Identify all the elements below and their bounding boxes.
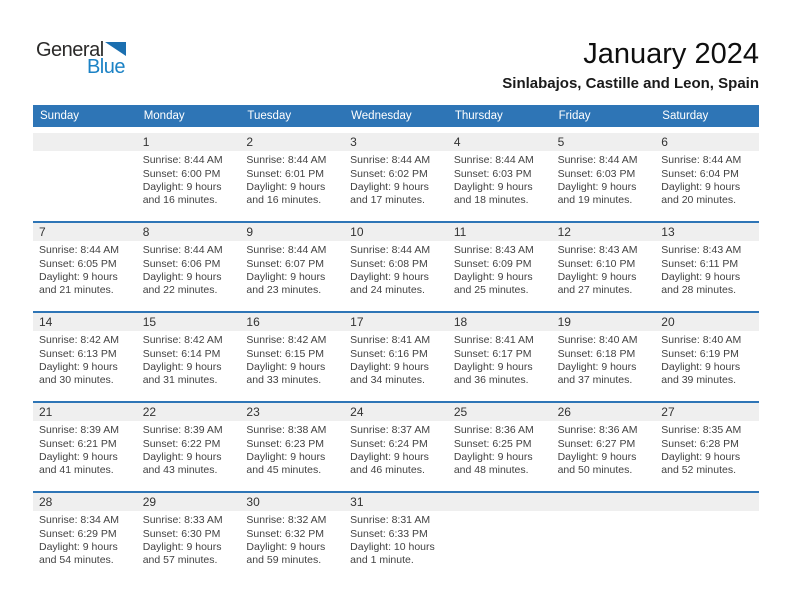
day-details [655, 151, 759, 207]
day-cell[interactable] [344, 313, 448, 401]
sunset-text: Sunset: 6:22 PM [142, 437, 221, 450]
day-number: 2 [240, 133, 344, 151]
weekday-header-wednesday: Wednesday [351, 110, 412, 122]
day-number: 8 [137, 223, 241, 241]
sunrise-text: Sunrise: 8:34 AM [39, 514, 119, 526]
sunrise-text: Sunrise: 8:44 AM [39, 244, 119, 256]
weekday-header-row [33, 105, 759, 127]
day-number: 16 [240, 313, 344, 331]
sunrise-text: Sunrise: 8:32 AM [246, 514, 327, 526]
day-details [448, 331, 552, 387]
day-details [137, 421, 241, 477]
day-details [137, 331, 241, 387]
daylight-text: Daylight: 9 hours and 19 minutes. [557, 181, 637, 206]
day-details [137, 511, 241, 567]
day-number: 7 [33, 223, 137, 241]
day-details [240, 331, 344, 387]
sunset-text: Sunset: 6:24 PM [350, 437, 428, 450]
day-details [655, 421, 759, 477]
sunset-text: Sunset: 6:04 PM [661, 167, 739, 180]
sunset-text: Sunset: 6:28 PM [661, 437, 739, 450]
day-number: 11 [448, 223, 552, 241]
daylight-text: Daylight: 9 hours and 50 minutes. [557, 451, 637, 476]
week-row [33, 133, 759, 221]
sunset-text: Sunset: 6:25 PM [453, 437, 532, 450]
calendar-table [33, 105, 759, 581]
daylight-text: Daylight: 9 hours and 28 minutes. [661, 271, 741, 296]
sunrise-text: Sunrise: 8:44 AM [661, 154, 742, 166]
daylight-text: Daylight: 9 hours and 16 minutes. [246, 181, 326, 206]
day-cell[interactable] [655, 133, 759, 221]
day-cell[interactable] [240, 493, 344, 581]
day-cell[interactable] [448, 223, 552, 311]
daylight-text: Daylight: 9 hours and 24 minutes. [350, 271, 429, 296]
daylight-text: Daylight: 10 hours and 1 minute. [350, 541, 435, 566]
sunrise-text: Sunrise: 8:39 AM [142, 424, 223, 436]
day-cell[interactable] [240, 313, 344, 401]
daylight-text: Daylight: 9 hours and 46 minutes. [350, 451, 429, 476]
day-details [552, 151, 656, 207]
day-cell[interactable] [448, 313, 552, 401]
day-number: 27 [655, 403, 759, 421]
sunset-text: Sunset: 6:13 PM [39, 347, 117, 360]
daylight-text: Daylight: 9 hours and 52 minutes. [661, 451, 741, 476]
day-cell[interactable] [240, 403, 344, 491]
sunset-text: Sunset: 6:06 PM [142, 257, 221, 270]
daylight-text: Daylight: 9 hours and 27 minutes. [557, 271, 637, 296]
sunrise-text: Sunrise: 8:44 AM [453, 154, 534, 166]
sunset-text: Sunset: 6:18 PM [557, 347, 636, 360]
day-details [655, 331, 759, 387]
sunrise-text: Sunrise: 8:37 AM [350, 424, 431, 436]
day-cell[interactable] [552, 133, 656, 221]
day-number: 22 [137, 403, 241, 421]
day-details [344, 151, 448, 207]
daylight-text: Daylight: 9 hours and 57 minutes. [142, 541, 222, 566]
sunrise-text: Sunrise: 8:44 AM [246, 154, 327, 166]
sunrise-text: Sunrise: 8:44 AM [557, 154, 638, 166]
daylight-text: Daylight: 9 hours and 21 minutes. [39, 271, 118, 296]
sunset-text: Sunset: 6:08 PM [350, 257, 428, 270]
sunrise-text: Sunrise: 8:36 AM [557, 424, 638, 436]
daylight-text: Daylight: 9 hours and 20 minutes. [661, 181, 741, 206]
day-number: 20 [655, 313, 759, 331]
day-number: 30 [240, 493, 344, 511]
day-number: 31 [344, 493, 448, 511]
day-number [448, 493, 552, 511]
sunset-text: Sunset: 6:33 PM [350, 527, 428, 540]
sunrise-text: Sunrise: 8:42 AM [142, 334, 223, 346]
sunset-text: Sunset: 6:15 PM [246, 347, 325, 360]
day-details [33, 331, 137, 387]
week-row [33, 311, 759, 401]
sunrise-text: Sunrise: 8:35 AM [661, 424, 742, 436]
day-cell[interactable] [344, 403, 448, 491]
day-details [344, 511, 448, 567]
day-cell[interactable] [344, 223, 448, 311]
empty-day-cell [552, 493, 656, 581]
daylight-text: Daylight: 9 hours and 17 minutes. [350, 181, 429, 206]
day-details [344, 241, 448, 297]
day-number: 17 [344, 313, 448, 331]
week-row [33, 491, 759, 581]
day-number: 23 [240, 403, 344, 421]
sunset-text: Sunset: 6:03 PM [453, 167, 532, 180]
weekday-header-friday: Friday [558, 110, 591, 122]
sunset-text: Sunset: 6:32 PM [246, 527, 325, 540]
sunset-text: Sunset: 6:01 PM [246, 167, 325, 180]
day-number: 14 [33, 313, 137, 331]
day-cell[interactable] [137, 133, 241, 221]
sunset-text: Sunset: 6:09 PM [453, 257, 532, 270]
empty-day-cell [655, 493, 759, 581]
sunset-text: Sunset: 6:10 PM [557, 257, 636, 270]
sunset-text: Sunset: 6:30 PM [142, 527, 221, 540]
day-details [33, 511, 137, 567]
sunrise-text: Sunrise: 8:33 AM [142, 514, 223, 526]
day-number: 4 [448, 133, 552, 151]
day-cell[interactable] [344, 133, 448, 221]
day-details [240, 241, 344, 297]
weekday-header-saturday: Saturday [662, 110, 709, 122]
sunrise-text: Sunrise: 8:44 AM [350, 244, 431, 256]
title-block [502, 38, 759, 92]
week-row [33, 221, 759, 311]
sunrise-text: Sunrise: 8:40 AM [661, 334, 742, 346]
day-number: 5 [552, 133, 656, 151]
sunset-text: Sunset: 6:00 PM [142, 167, 221, 180]
day-cell[interactable] [137, 313, 241, 401]
daylight-text: Daylight: 9 hours and 34 minutes. [350, 361, 429, 386]
day-cell[interactable] [240, 133, 344, 221]
sunset-text: Sunset: 6:29 PM [39, 527, 117, 540]
empty-day-cell [448, 493, 552, 581]
day-details [552, 421, 656, 477]
day-number: 12 [552, 223, 656, 241]
sunrise-text: Sunrise: 8:41 AM [350, 334, 431, 346]
sunrise-text: Sunrise: 8:42 AM [246, 334, 327, 346]
day-cell[interactable] [344, 493, 448, 581]
day-details [240, 421, 344, 477]
logo-text-general: General [36, 39, 104, 61]
weekday-header-sunday: Sunday [40, 110, 80, 122]
day-number [33, 133, 137, 151]
day-cell[interactable] [137, 403, 241, 491]
daylight-text: Daylight: 9 hours and 59 minutes. [246, 541, 326, 566]
weekday-header-monday: Monday [143, 110, 185, 122]
daylight-text: Daylight: 9 hours and 30 minutes. [39, 361, 118, 386]
day-number: 21 [33, 403, 137, 421]
sunset-text: Sunset: 6:27 PM [557, 437, 636, 450]
day-cell[interactable] [655, 313, 759, 401]
sunset-text: Sunset: 6:02 PM [350, 167, 428, 180]
day-cell[interactable] [552, 403, 656, 491]
day-details [448, 241, 552, 297]
sunset-text: Sunset: 6:11 PM [661, 257, 739, 270]
sunset-text: Sunset: 6:16 PM [350, 347, 428, 360]
day-cell[interactable] [655, 403, 759, 491]
day-number: 26 [552, 403, 656, 421]
week-row [33, 401, 759, 491]
day-number: 13 [655, 223, 759, 241]
day-cell[interactable] [137, 223, 241, 311]
day-cell[interactable] [33, 223, 137, 311]
day-cell[interactable] [33, 313, 137, 401]
day-cell[interactable] [655, 223, 759, 311]
day-cell[interactable] [33, 493, 137, 581]
day-cell[interactable] [137, 493, 241, 581]
day-details [33, 241, 137, 297]
sunset-text: Sunset: 6:07 PM [246, 257, 325, 270]
daylight-text: Daylight: 9 hours and 39 minutes. [661, 361, 741, 386]
day-details [552, 241, 656, 297]
day-number: 9 [240, 223, 344, 241]
daylight-text: Daylight: 9 hours and 41 minutes. [39, 451, 118, 476]
sunset-text: Sunset: 6:05 PM [39, 257, 117, 270]
sunrise-text: Sunrise: 8:39 AM [39, 424, 119, 436]
daylight-text: Daylight: 9 hours and 25 minutes. [453, 271, 533, 296]
day-number: 24 [344, 403, 448, 421]
sunrise-text: Sunrise: 8:41 AM [453, 334, 534, 346]
sunset-text: Sunset: 6:19 PM [661, 347, 739, 360]
day-details [137, 241, 241, 297]
daylight-text: Daylight: 9 hours and 36 minutes. [453, 361, 533, 386]
calendar-weeks [33, 133, 759, 581]
general-blue-logo [36, 40, 136, 77]
daylight-text: Daylight: 9 hours and 33 minutes. [246, 361, 326, 386]
day-number: 6 [655, 133, 759, 151]
sunrise-text: Sunrise: 8:44 AM [246, 244, 327, 256]
day-cell[interactable] [448, 403, 552, 491]
sunrise-text: Sunrise: 8:43 AM [557, 244, 638, 256]
daylight-text: Daylight: 9 hours and 48 minutes. [453, 451, 533, 476]
day-number: 25 [448, 403, 552, 421]
sunrise-text: Sunrise: 8:44 AM [142, 154, 223, 166]
weekday-header-tuesday: Tuesday [247, 110, 292, 122]
daylight-text: Daylight: 9 hours and 54 minutes. [39, 541, 118, 566]
day-number: 28 [33, 493, 137, 511]
sunrise-text: Sunrise: 8:43 AM [453, 244, 534, 256]
day-cell[interactable] [240, 223, 344, 311]
daylight-text: Daylight: 9 hours and 31 minutes. [142, 361, 222, 386]
daylight-text: Daylight: 9 hours and 43 minutes. [142, 451, 222, 476]
day-number [655, 493, 759, 511]
daylight-text: Daylight: 9 hours and 37 minutes. [557, 361, 637, 386]
day-cell[interactable] [33, 403, 137, 491]
empty-day-cell [33, 133, 137, 221]
sunrise-text: Sunrise: 8:43 AM [661, 244, 742, 256]
weekday-header-thursday: Thursday [454, 110, 503, 122]
day-details [448, 151, 552, 207]
logo-triangle-icon [105, 42, 126, 56]
day-number: 29 [137, 493, 241, 511]
page-title: January 2024 [583, 38, 759, 70]
daylight-text: Daylight: 9 hours and 22 minutes. [142, 271, 222, 296]
day-number: 15 [137, 313, 241, 331]
sunrise-text: Sunrise: 8:44 AM [350, 154, 431, 166]
sunset-text: Sunset: 6:23 PM [246, 437, 325, 450]
sunset-text: Sunset: 6:17 PM [453, 347, 532, 360]
day-details [344, 331, 448, 387]
day-details [552, 331, 656, 387]
day-details [137, 151, 241, 207]
day-details [344, 421, 448, 477]
sunrise-text: Sunrise: 8:40 AM [557, 334, 638, 346]
day-details [33, 421, 137, 477]
daylight-text: Daylight: 9 hours and 23 minutes. [246, 271, 326, 296]
day-number: 18 [448, 313, 552, 331]
day-number: 19 [552, 313, 656, 331]
sunset-text: Sunset: 6:03 PM [557, 167, 636, 180]
logo-text-blue: Blue [86, 56, 125, 78]
daylight-text: Daylight: 9 hours and 16 minutes. [142, 181, 222, 206]
day-number [552, 493, 656, 511]
day-details [448, 421, 552, 477]
day-number: 3 [344, 133, 448, 151]
daylight-text: Daylight: 9 hours and 45 minutes. [246, 451, 326, 476]
day-cell[interactable] [448, 133, 552, 221]
sunrise-text: Sunrise: 8:38 AM [246, 424, 327, 436]
day-number: 1 [137, 133, 241, 151]
sunrise-text: Sunrise: 8:31 AM [350, 514, 431, 526]
day-cell[interactable] [552, 313, 656, 401]
sunrise-text: Sunrise: 8:44 AM [142, 244, 223, 256]
day-details [240, 151, 344, 207]
day-details [240, 511, 344, 567]
day-details [655, 241, 759, 297]
daylight-text: Daylight: 9 hours and 18 minutes. [453, 181, 533, 206]
sunrise-text: Sunrise: 8:36 AM [453, 424, 534, 436]
day-cell[interactable] [552, 223, 656, 311]
sunset-text: Sunset: 6:21 PM [39, 437, 117, 450]
sunset-text: Sunset: 6:14 PM [142, 347, 221, 360]
sunrise-text: Sunrise: 8:42 AM [39, 334, 119, 346]
location-subtitle: Sinlabajos, Castille and Leon, Spain [502, 75, 759, 92]
day-number: 10 [344, 223, 448, 241]
